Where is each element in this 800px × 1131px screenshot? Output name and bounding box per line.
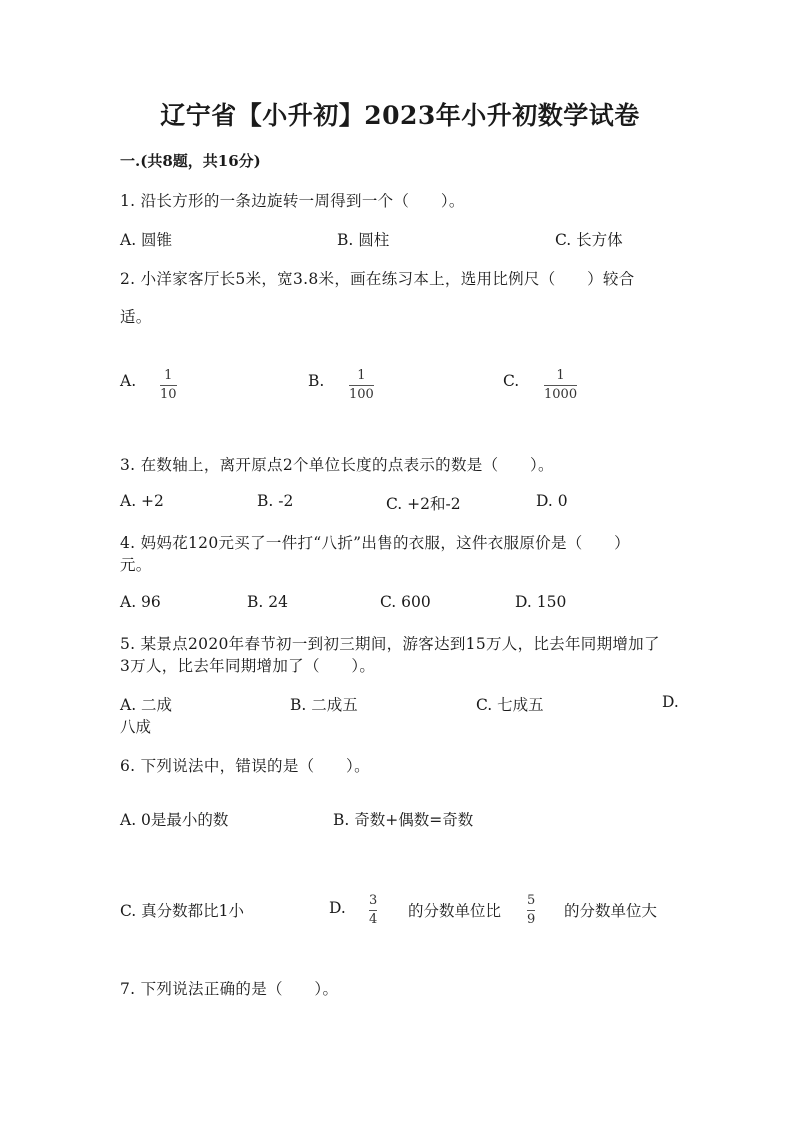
q6-option-d-fraction-2 — [527, 893, 535, 927]
question-4-text-cont: 元。 — [120, 556, 152, 574]
question-1-text: 1. 沿长方形的一条边旋转一周得到一个（ ）。 — [120, 192, 465, 210]
q5-option-d-text: 八成 — [120, 718, 152, 736]
q6-option-d: D. — [329, 899, 346, 917]
q6-option-d-text-2: 的分数单位大 — [564, 902, 658, 920]
question-5-text: 5. 某景点2020年春节初一到初三期间，游客达到15万人，比去年同期增加了 — [120, 635, 660, 653]
fraction-denominator: 100 — [349, 387, 374, 402]
q2-option-a-fraction — [160, 368, 177, 402]
fraction-bar — [349, 385, 374, 386]
fraction-bar — [544, 385, 577, 386]
q2-option-b-fraction — [349, 368, 374, 402]
fraction-numerator: 3 — [369, 893, 378, 908]
q2-option-b: B. — [308, 372, 325, 390]
fraction-bar — [160, 385, 177, 386]
question-5-text-cont: 3万人，比去年同期增加了（ ）。 — [120, 657, 376, 675]
question-4-text: 4. 妈妈花120元买了一件打“八折”出售的衣服，这件衣服原价是（ ） — [120, 534, 630, 552]
fraction-denominator: 4 — [369, 912, 378, 927]
question-7-text: 7. 下列说法正确的是（ ）。 — [120, 980, 339, 998]
question-2-text: 2. 小洋家客厅长5米，宽3.8米，画在练习本上，选用比例尺（ ）较合 — [120, 270, 635, 288]
q5-option-c: C. 七成五 — [476, 696, 544, 714]
fraction-numerator: 5 — [527, 893, 536, 908]
q6-option-d-text-1: 的分数单位比 — [408, 902, 502, 920]
section-header: 一.(共8题，共16分) — [120, 152, 261, 170]
q6-option-c: C. 真分数都比1小 — [120, 902, 245, 920]
q6-option-a: A. 0是最小的数 — [120, 811, 229, 829]
question-3-text: 3. 在数轴上，离开原点2个单位长度的点表示的数是（ ）。 — [120, 456, 554, 474]
fraction-denominator: 1000 — [544, 387, 578, 402]
q6-option-b: B. 奇数+偶数=奇数 — [333, 811, 474, 829]
q1-option-b: B. 圆柱 — [337, 231, 390, 249]
q3-option-c: C. +2和-2 — [386, 495, 461, 513]
q6-option-d-fraction-1 — [369, 893, 377, 927]
fraction-numerator: 1 — [357, 368, 366, 383]
fraction-numerator: 1 — [164, 368, 173, 383]
q5-option-a: A. 二成 — [120, 696, 173, 714]
q2-option-a: A. — [120, 372, 137, 390]
fraction-numerator: 1 — [556, 368, 565, 383]
q1-option-c: C. 长方体 — [555, 231, 623, 249]
fraction-denominator: 9 — [527, 912, 536, 927]
q3-option-a: A. +2 — [120, 492, 164, 510]
q4-option-d: D. 150 — [515, 593, 567, 611]
question-6-text: 6. 下列说法中，错误的是（ ）。 — [120, 757, 370, 775]
q4-option-c: C. 600 — [380, 593, 431, 611]
q4-option-b: B. 24 — [247, 593, 288, 611]
q5-option-b: B. 二成五 — [290, 696, 358, 714]
question-2-text-cont: 适。 — [120, 308, 152, 326]
fraction-bar — [527, 910, 535, 911]
fraction-denominator: 10 — [160, 387, 177, 402]
q5-option-d: D. — [662, 693, 679, 711]
q2-option-c-fraction — [544, 368, 577, 402]
q4-option-a: A. 96 — [120, 593, 161, 611]
fraction-bar — [369, 910, 377, 911]
q3-option-b: B. -2 — [257, 492, 294, 510]
q2-option-c: C. — [503, 372, 520, 390]
q1-option-a: A. 圆锥 — [120, 231, 173, 249]
page-title: 辽宁省【小升初】2023年小升初数学试卷 — [160, 101, 640, 130]
q3-option-d: D. 0 — [536, 492, 568, 510]
